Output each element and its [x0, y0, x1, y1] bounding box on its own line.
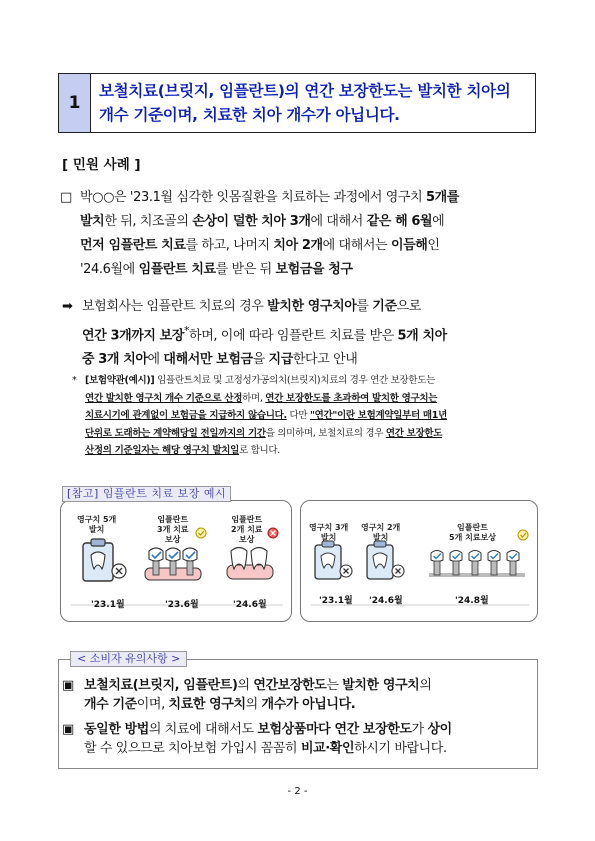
date-label: '24.6월 — [233, 600, 267, 610]
label-implant-5: 임플란트 5개 치료보상 — [449, 523, 496, 542]
case-paragraph: □ 박○○은 '23.1월 심각한 잇몸질환을 치료하는 과정에서 영구치 5개를 발치한 뒤, 치조골의 손상이 덜한 치아 3개에 대해서 같은 해 6월에 먼저 임플란트 치료를 하고, 나머지 치아 2개에 대해서는 이듬해인 '24.6월에 임플란트 치료를 받은 뒤 보험금을 청구 — [60, 186, 540, 282]
clipboard-icon — [315, 541, 352, 579]
reference-label: [참고] 임플란트 치료 보장 예시 — [62, 486, 231, 502]
consumer-notice-tag: < 소비자 유의사항 > — [70, 651, 187, 667]
date-label: '23.6월 — [165, 600, 199, 610]
case-heading: [ 민원 사례 ] — [62, 157, 141, 173]
title-box — [58, 73, 536, 133]
policy-footnote: * [보험약관(예시)] 임플란트치료 및 고정성가공의치(브릿지)치료의 경우 연간 보장한도는 연간 발치한 영구치 개수 기준으로 산정하며, 연간 보장한도를 초과하여 발치한 영구치는 치료시기에 관계없이 보험금을 지급하지 않습니다. 다만 "연간"이란 보험계약일부터 매1년 단위로 도래하는 계약해당일 전일까지의 기간을 의미하며, 보철치료의 경우 연간 보장한도 산정의 기준일자는 해당 영구치 발치일로 합니다. — [72, 375, 447, 456]
clipboard-icon — [83, 539, 126, 581]
date-label: '24.6월 — [369, 596, 403, 606]
square-bullet-icon: ▣ — [62, 722, 74, 737]
label-extract-5: 영구치 5개 발치 — [77, 515, 117, 534]
date-label: '23.1월 — [319, 596, 353, 606]
section-number: 1 — [59, 74, 91, 132]
label-implant-3: 임플란트 3개 치료 보상 — [157, 515, 189, 544]
label-extract-2: 영구치 2개 발치 — [361, 523, 401, 542]
date-label: '23.1월 — [91, 600, 125, 610]
consumer-notice-item: ▣ 보철치료(브릿지, 임플란트)의 연간보장한도는 발치한 영구치의 개수 기준이며, 치료한 영구치의 개수가 아닙니다. — [62, 678, 432, 712]
date-label: '24.8월 — [455, 596, 489, 606]
arrow-right-icon: ➡ — [62, 299, 73, 314]
example-panel-denied — [60, 500, 292, 622]
square-bullet-icon: ▣ — [62, 678, 74, 693]
page-number: - 2 - — [287, 786, 308, 797]
label-extract-3: 영구치 3개 발치 — [309, 523, 349, 542]
section-title: 보철치료(브릿지, 임플란트)의 연간 보장한도는 발치한 치아의 개수 기준이며, 치료한 치아 개수가 아닙니다. — [99, 82, 511, 124]
consumer-notice-item: ▣ 동일한 방법의 치료에 대해서도 보험상품마다 연간 보장한도가 상이 할 수 있으므로 치아보험 가입시 꼼꼼히 비교·확인하시기 바랍니다. — [62, 722, 452, 756]
example-panel-covered — [300, 500, 538, 622]
clipboard-icon — [367, 541, 404, 579]
insurer-response: ➡ 보험회사는 임플란트 치료의 경우 발치한 영구치아를 기준으로 연간 3개까지 보장*하며, 이에 따라 임플란트 치료를 받은 5개 치아 중 3개 치아에 대해서만 보험금을 지급한다고 안내 — [62, 295, 540, 372]
implant-example-illustration — [60, 500, 538, 622]
label-implant-2: 임플란트 2개 치료 보상 — [231, 515, 263, 544]
square-bullet-icon: □ — [60, 190, 72, 205]
